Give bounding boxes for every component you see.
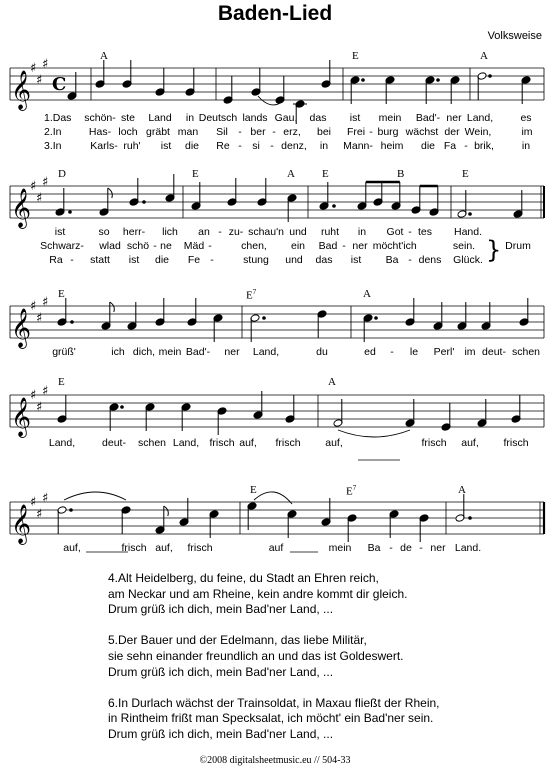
lyric-syllable: in <box>357 226 367 238</box>
lyric-syllable: 3.In <box>44 140 62 152</box>
lyric-syllable: - <box>208 240 212 252</box>
lyric-syllable: wlad <box>99 240 121 252</box>
lyric-syllable: man <box>177 126 199 138</box>
lyric-syllable: in <box>521 140 531 152</box>
lyric-syllable: chen, <box>241 240 267 252</box>
lyric-syllable: auf, <box>239 437 257 449</box>
chord-symbol: E <box>58 288 65 300</box>
lyric-syllable: mein <box>328 542 352 554</box>
key-signature-icon <box>30 491 48 522</box>
lyric-syllable: ne <box>160 240 172 252</box>
lyric-syllable: und <box>289 226 307 238</box>
lyric-syllable: Wein, <box>464 126 492 138</box>
lyric-syllable: Mann- <box>343 140 373 152</box>
verse-line: sie sehn einander freundlich an und das ist Goldeswert. <box>108 648 404 663</box>
lyric-syllable: frisch <box>187 542 213 554</box>
lyric-syllable: dens <box>418 254 442 266</box>
treble-clef-icon: 𝄞 <box>11 70 32 110</box>
lyric-syllable: Hand. <box>453 226 483 238</box>
lyric-syllable: Glück. <box>453 254 483 266</box>
lyric-syllable: in <box>319 140 329 152</box>
svg-text:♯: ♯ <box>30 299 37 314</box>
verse-5 <box>108 633 440 680</box>
lyric-syllable: Schwarz- <box>40 240 84 252</box>
song-title: Baden-Lied <box>217 2 333 25</box>
lyric-syllable: herr- <box>122 226 146 238</box>
lyric-syllable: - <box>70 254 74 266</box>
lyric-syllable: - <box>408 226 412 238</box>
lyric-syllable: und <box>285 254 303 266</box>
verse-line: Drum grüß ich dich, mein Bad'ner Land, ... <box>108 602 334 617</box>
lyric-syllable: frisch <box>421 437 447 449</box>
lyric-syllable: so <box>98 226 110 238</box>
lyric-syllable: schen <box>511 346 541 358</box>
composer: Volksweise <box>487 30 542 42</box>
svg-text:♯: ♯ <box>42 491 49 506</box>
chord-symbol: A <box>480 50 488 62</box>
lyric-syllable: Bad'- <box>415 112 441 124</box>
verse-line: Drum grüß ich dich, mein Bad'ner Land, ... <box>108 664 334 679</box>
svg-text:♯: ♯ <box>36 400 43 415</box>
brace-icon: } <box>486 236 502 264</box>
lyric-syllable: - <box>389 542 393 554</box>
chord-symbol: A <box>100 50 108 62</box>
lyric-syllable: - <box>238 126 242 138</box>
treble-clef-icon: 𝄞 <box>11 188 32 228</box>
lyric-syllable: Land, <box>48 437 76 449</box>
svg-text:♯: ♯ <box>42 384 49 399</box>
chord-symbol: E <box>322 168 329 180</box>
lyric-syllable: schen <box>137 437 167 449</box>
chord-symbol: A <box>287 168 295 180</box>
lyric-syllable: ist <box>128 254 140 266</box>
lyric-syllable: Land <box>148 112 172 124</box>
lyric-syllable: heim <box>380 140 404 152</box>
lyric-syllable: möcht' <box>372 240 404 252</box>
lyric-syllable: - <box>369 126 373 138</box>
lyric-syllable: ber <box>250 126 266 138</box>
lyric-syllable: ist <box>350 254 362 266</box>
chord-symbol: D <box>58 168 66 180</box>
svg-text:♯: ♯ <box>42 57 49 72</box>
lyric-syllable: an <box>198 226 210 238</box>
lyric-syllable: Perl' <box>433 346 455 358</box>
treble-clef-icon: 𝄞 <box>11 504 32 544</box>
lyric-syllable: Ra <box>49 254 63 266</box>
lyric-syllable: deut- <box>482 346 506 358</box>
lyric-syllable: - <box>408 254 412 266</box>
lyric-syllable: in <box>185 112 195 124</box>
chord-symbol: E <box>192 168 199 180</box>
lyric-syllable: Re <box>216 140 230 152</box>
lyric-syllable: ist <box>160 140 172 152</box>
chord-symbol: E <box>352 50 359 62</box>
lyric-syllable: wächst <box>405 126 439 138</box>
verse-line: 5.Der Bauer und der Edelmann, das liebe Militär, <box>108 633 367 648</box>
lyric-syllable: - <box>464 140 468 152</box>
lyric-syllable: Deutsch <box>198 112 238 124</box>
lyric-syllable: Karls- <box>90 140 118 152</box>
lyric-syllable: Land, <box>252 346 280 358</box>
lyric-syllable: Frei <box>346 126 366 138</box>
lyric-syllable: ner <box>430 542 446 554</box>
lyric-syllable: zu- <box>228 226 244 238</box>
lyric-syllable: Drum <box>505 240 531 252</box>
verse-line: Drum grüß ich dich, mein Bad'ner Land, ... <box>108 726 334 741</box>
treble-clef-icon: 𝄞 <box>11 308 32 348</box>
lyric-syllable: lands <box>242 112 268 124</box>
lyric-syllable: bei <box>316 126 332 138</box>
lyric-syllable: - <box>238 140 242 152</box>
chord-symbol: A <box>458 484 466 496</box>
treble-clef-icon: 𝄞 <box>11 397 32 437</box>
lyric-syllable: si <box>252 140 260 152</box>
lyric-syllable: tes <box>417 226 433 238</box>
svg-text:♯: ♯ <box>30 495 37 510</box>
lyric-syllable: auf, <box>461 437 479 449</box>
lyric-syllable: ich <box>403 240 417 252</box>
lyric-syllable: ed <box>364 346 376 358</box>
lyric-syllable: Gau, <box>274 112 298 124</box>
time-signature-icon: C <box>52 74 67 95</box>
lyric-syllable: Sil <box>216 126 228 138</box>
lyric-syllable: frisch <box>209 437 235 449</box>
chord-symbol: B <box>397 168 405 180</box>
svg-text:♯: ♯ <box>36 191 43 206</box>
lyric-syllable: schö <box>126 240 150 252</box>
lyric-syllable: die <box>154 254 170 266</box>
lyric-syllable: stung <box>243 254 269 266</box>
lyric-syllable: mein <box>158 346 182 358</box>
svg-text:♯: ♯ <box>30 61 37 76</box>
lyric-syllable: - <box>210 254 214 266</box>
verse-6 <box>108 696 440 743</box>
verse-line: in Rintheim frißt man Specksalat, ich möcht' ein Bad'ner sein. <box>108 711 434 726</box>
lyric-syllable: Land, <box>466 112 494 124</box>
lyric-syllable: ist <box>349 112 361 124</box>
verse-line: 4.Alt Heidelberg, du feine, du Stadt an Ehren reich, <box>108 571 379 585</box>
lyric-syllable: ner <box>352 240 368 252</box>
lyric-syllable: auf, <box>155 542 173 554</box>
lyric-syllable: deut- <box>102 437 126 449</box>
lyric-syllable: - <box>218 226 222 238</box>
lyric-syllable: ner <box>446 112 462 124</box>
lyric-syllable: Ba <box>385 254 399 266</box>
svg-text:♯: ♯ <box>42 295 49 310</box>
lyric-syllable: das <box>315 254 333 266</box>
lyric-syllable: du <box>316 346 328 358</box>
lyric-syllable: ist <box>54 226 66 238</box>
lyric-syllable: schön- <box>84 112 116 124</box>
lyric-syllable: Bad <box>318 240 338 252</box>
lyric-syllable: mein <box>378 112 402 124</box>
lyric-syllable: Land, <box>172 437 200 449</box>
lyric-syllable: burg <box>377 126 399 138</box>
lyric-syllable: ruht <box>320 226 340 238</box>
lyric-syllable: Land. <box>454 542 482 554</box>
chord-symbol: A <box>363 288 371 300</box>
lyric-syllable: ner <box>224 346 240 358</box>
lyric-syllable: frisch <box>121 542 147 554</box>
lyric-syllable: Fa <box>443 140 457 152</box>
lyric-syllable: Bad'- <box>185 346 211 358</box>
lyric-syllable: denz, <box>281 140 307 152</box>
lyric-syllable: - <box>270 140 274 152</box>
lyric-syllable: brik, <box>474 140 494 152</box>
lyric-syllable: erz, <box>283 126 301 138</box>
lyric-syllable: dich, <box>132 346 156 358</box>
lyric-syllable: die <box>184 140 200 152</box>
lyric-syllable: frisch <box>503 437 529 449</box>
chord-symbol: A <box>328 376 336 388</box>
lyric-syllable: - <box>272 126 276 138</box>
lyric-syllable: Fe <box>187 254 201 266</box>
lyric-syllable: - <box>153 240 157 252</box>
verse-line: 6.In Durlach wächst der Trainsoldat, in Maxau fließt der Rhein, <box>108 695 440 710</box>
lyric-syllable: es <box>520 112 532 124</box>
lyric-syllable: Mäd <box>183 240 205 252</box>
chord-symbol: $E^7$ <box>346 484 357 498</box>
lyric-syllable: Got <box>386 226 404 238</box>
lyric-syllable: schau'n <box>248 226 284 238</box>
lyric-syllable: die <box>420 140 436 152</box>
chord-symbol: $E^7$ <box>246 288 257 302</box>
lyric-syllable: statt <box>90 254 110 266</box>
lyric-syllable: auf, <box>325 437 343 449</box>
svg-text:♯: ♯ <box>36 311 43 326</box>
lyric-syllable: - <box>419 542 423 554</box>
lyric-syllable: de <box>400 542 412 554</box>
svg-text:♯: ♯ <box>30 179 37 194</box>
additional-verses <box>108 571 440 758</box>
lyric-syllable: ich <box>111 346 125 358</box>
svg-text:♯: ♯ <box>30 388 37 403</box>
svg-text:♯: ♯ <box>36 73 43 88</box>
lyric-syllable: im <box>521 126 533 138</box>
lyric-syllable: le <box>409 346 419 358</box>
lyric-syllable: loch <box>118 126 138 138</box>
lyric-syllable: - <box>390 346 394 358</box>
chord-symbol: E <box>462 168 469 180</box>
lyric-syllable: das <box>309 112 327 124</box>
lyric-syllable: ein <box>290 240 306 252</box>
lyric-syllable: 1.Das <box>44 112 72 124</box>
lyric-syllable: - <box>342 240 346 252</box>
lyric-syllable: im <box>464 346 476 358</box>
lyric-syllable: ste <box>120 112 136 124</box>
verse-line: am Neckar und am Rheine, kein andre kommt dir gleich. <box>108 586 408 601</box>
lyric-syllable: grüß' <box>52 346 76 358</box>
lyric-syllable: Ba <box>367 542 381 554</box>
verse-4 <box>108 571 440 618</box>
copyright-footer: ©2008 digitalsheetmusic.eu // 504-33 <box>199 755 351 766</box>
svg-text:♯: ♯ <box>42 175 49 190</box>
lyric-syllable: frisch <box>275 437 301 449</box>
lyric-syllable: sein. <box>452 240 476 252</box>
lyric-syllable: 2.In <box>44 126 62 138</box>
chord-symbol: E <box>58 376 65 388</box>
lyric-syllable: Has- <box>88 126 112 138</box>
lyric-syllable: ruh' <box>123 140 141 152</box>
chord-symbol: E <box>250 484 257 496</box>
lyric-syllable: auf <box>268 542 284 554</box>
lyric-syllable: gräbt <box>146 126 170 138</box>
lyric-syllable: auf, <box>63 542 81 554</box>
svg-text:♯: ♯ <box>36 507 43 522</box>
lyric-syllable: lich <box>162 226 178 238</box>
lyric-syllable: der <box>444 126 460 138</box>
